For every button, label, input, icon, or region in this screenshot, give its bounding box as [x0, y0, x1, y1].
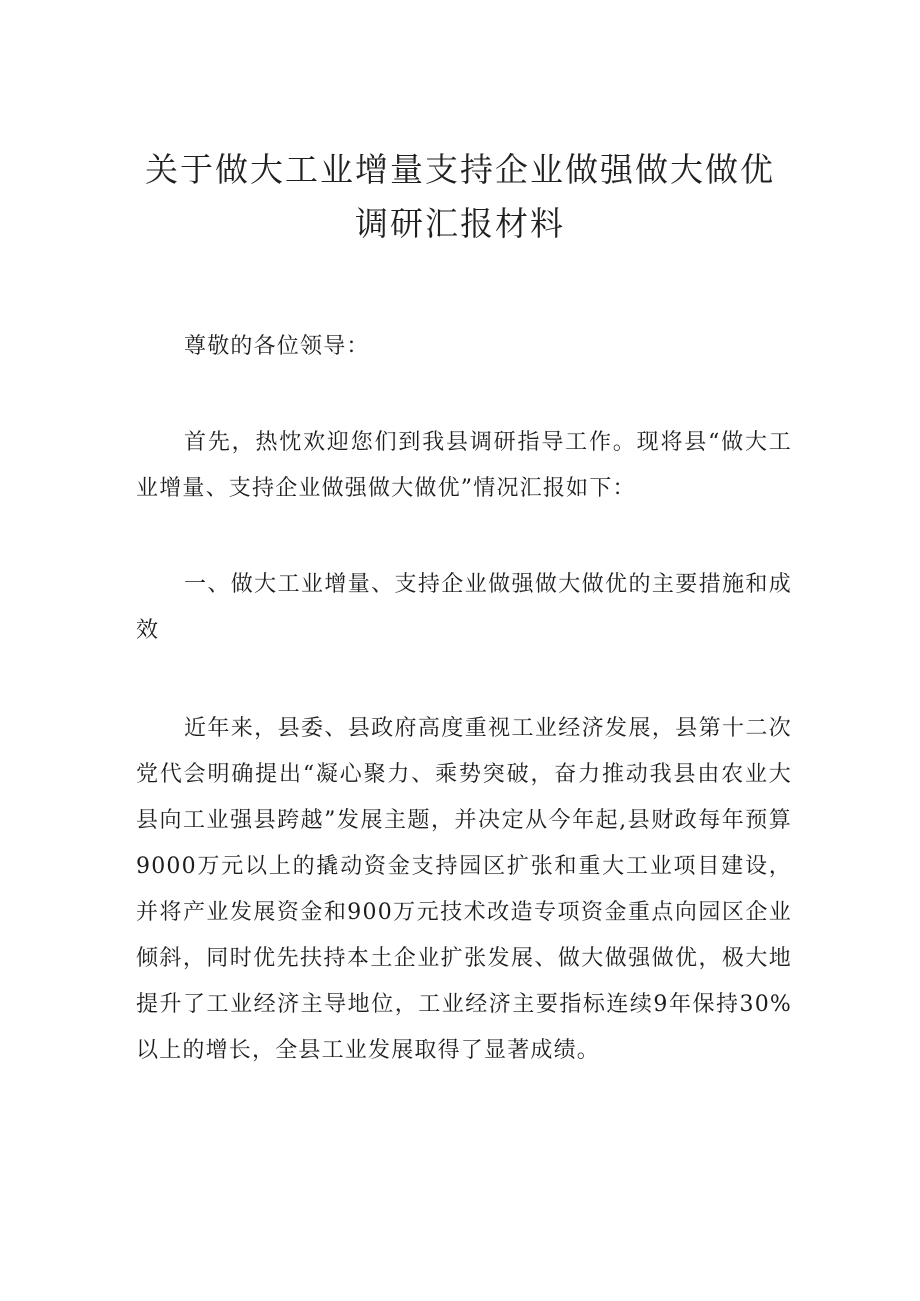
- body-paragraph: 近年来，县委、县政府高度重视工业经济发展，县第十二次党代会明确提出“凝心聚力、乘势突破，奋力推动我县由农业大县向工业强县跨越”发展主题，并决定从今年起,县财政每年预算9000万元以上的撬动资金支持园区扩张和重大工业项目建设，并将产业发展资金和900万元技术改造专项资金重点向园区企业倾斜，同时优先扶持本土企业扩张发展、做大做强做优，极大地提升了工业经济主导地位，工业经济主要指标连续9年保持30%以上的增长，全县工业发展取得了显著成绩。: [136, 716, 792, 1063]
- intro-paragraph: 首先，热忱欢迎您们到我县调研指导工作。现将县“做大工业增量、支持企业做强做大做优”情况汇报如下：: [136, 430, 792, 501]
- document-title-line1: 关于做大工业增量支持企业做强做大做优: [145, 150, 775, 189]
- document-title-line2: 调研汇报材料: [355, 204, 565, 243]
- section-heading: 一、做大工业增量、支持企业做强做大做优的主要措施和成效: [136, 572, 792, 643]
- greeting-paragraph: 尊敬的各位领导：: [184, 334, 370, 359]
